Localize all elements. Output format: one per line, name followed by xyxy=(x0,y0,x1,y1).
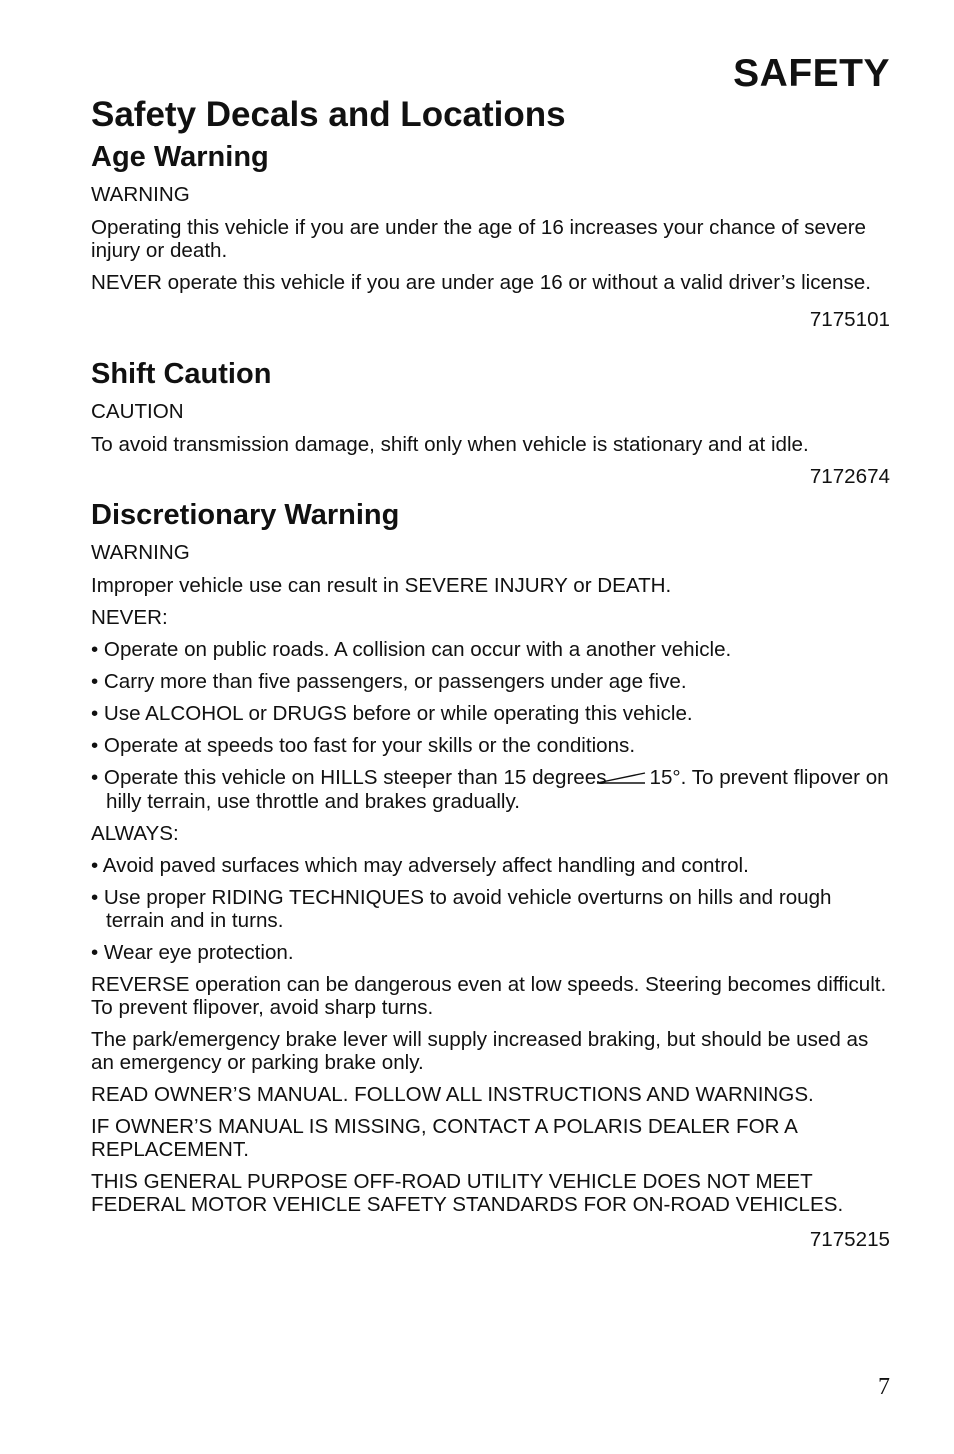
paragraph: To avoid transmission damage, shift only when vehicle is stationary and at idle. xyxy=(91,432,809,456)
list-item: • Avoid paved surfaces which may adversely affect handling and control. xyxy=(91,853,749,877)
section-heading: Shift Caution xyxy=(91,358,272,390)
warning-label: WARNING xyxy=(91,182,190,206)
decal-code: 7172674 xyxy=(809,464,890,488)
paragraph: NEVER operate this vehicle if you are under age 16 or without a valid driver’s license. xyxy=(91,270,871,294)
chapter-title: SAFETY xyxy=(733,52,890,95)
list-item: • Operate at speeds too fast for your skills or the conditions. xyxy=(91,733,636,757)
hills-text-before: • Operate this vehicle on HILLS steeper than 15 degrees xyxy=(91,765,607,789)
warning-label: WARNING xyxy=(91,540,190,564)
page-title: Safety Decals and Locations xyxy=(91,95,566,134)
paragraph: Operating this vehicle if you are under the age of 16 increases your chance of severe injury or death. xyxy=(91,215,867,262)
paragraph: READ OWNER’S MANUAL. FOLLOW ALL INSTRUCTIONS AND WARNINGS. xyxy=(91,1082,814,1106)
list-item: • Operate on public roads. A collision can occur with a another vehicle. xyxy=(91,637,732,661)
section-heading: Discretionary Warning xyxy=(91,499,400,531)
discretionary-warning-section xyxy=(91,498,890,1260)
list-item: • Wear eye protection. xyxy=(91,940,294,964)
paragraph: THIS GENERAL PURPOSE OFF-ROAD UTILITY VEHICLE DOES NOT MEET FEDERAL MOTOR VEHICLE SAFETY STANDARDS FOR ON-ROAD VEHICLES. xyxy=(91,1169,844,1216)
intro-paragraph: Improper vehicle use can result in SEVERE INJURY or DEATH. xyxy=(91,573,672,597)
age-warning-section xyxy=(91,140,890,340)
paragraph: REVERSE operation can be dangerous even at low speeds. Steering becomes difficult. To prevent flipover, avoid sharp turns. xyxy=(91,972,887,1019)
caution-label: CAUTION xyxy=(91,399,184,423)
paragraph: The park/emergency brake lever will supply increased braking, but should be used as an emergency or parking brake only. xyxy=(91,1027,869,1074)
never-label: NEVER: xyxy=(91,605,168,629)
hills-text-after: 15°. To prevent flipover on hilly terrain, use throttle and brakes gradually. xyxy=(106,765,889,813)
page-number: 7 xyxy=(878,1374,890,1400)
slope-angle-icon xyxy=(611,767,646,790)
section-heading: Age Warning xyxy=(91,141,269,173)
list-item: • Use proper RIDING TECHNIQUES to avoid vehicle overturns on hills and rough terrain and in turns. xyxy=(91,885,832,932)
decal-code: 7175215 xyxy=(809,1227,890,1251)
decal-code: 7175101 xyxy=(809,307,890,331)
list-item: • Carry more than five passengers, or passengers under age five. xyxy=(91,669,687,693)
always-label: ALWAYS: xyxy=(91,821,179,845)
shift-caution-section xyxy=(91,357,890,497)
paragraph: IF OWNER’S MANUAL IS MISSING, CONTACT A POLARIS DEALER FOR A REPLACEMENT. xyxy=(91,1114,797,1161)
list-item-hills xyxy=(91,766,890,813)
list-item: • Use ALCOHOL or DRUGS before or while operating this vehicle. xyxy=(91,701,693,725)
